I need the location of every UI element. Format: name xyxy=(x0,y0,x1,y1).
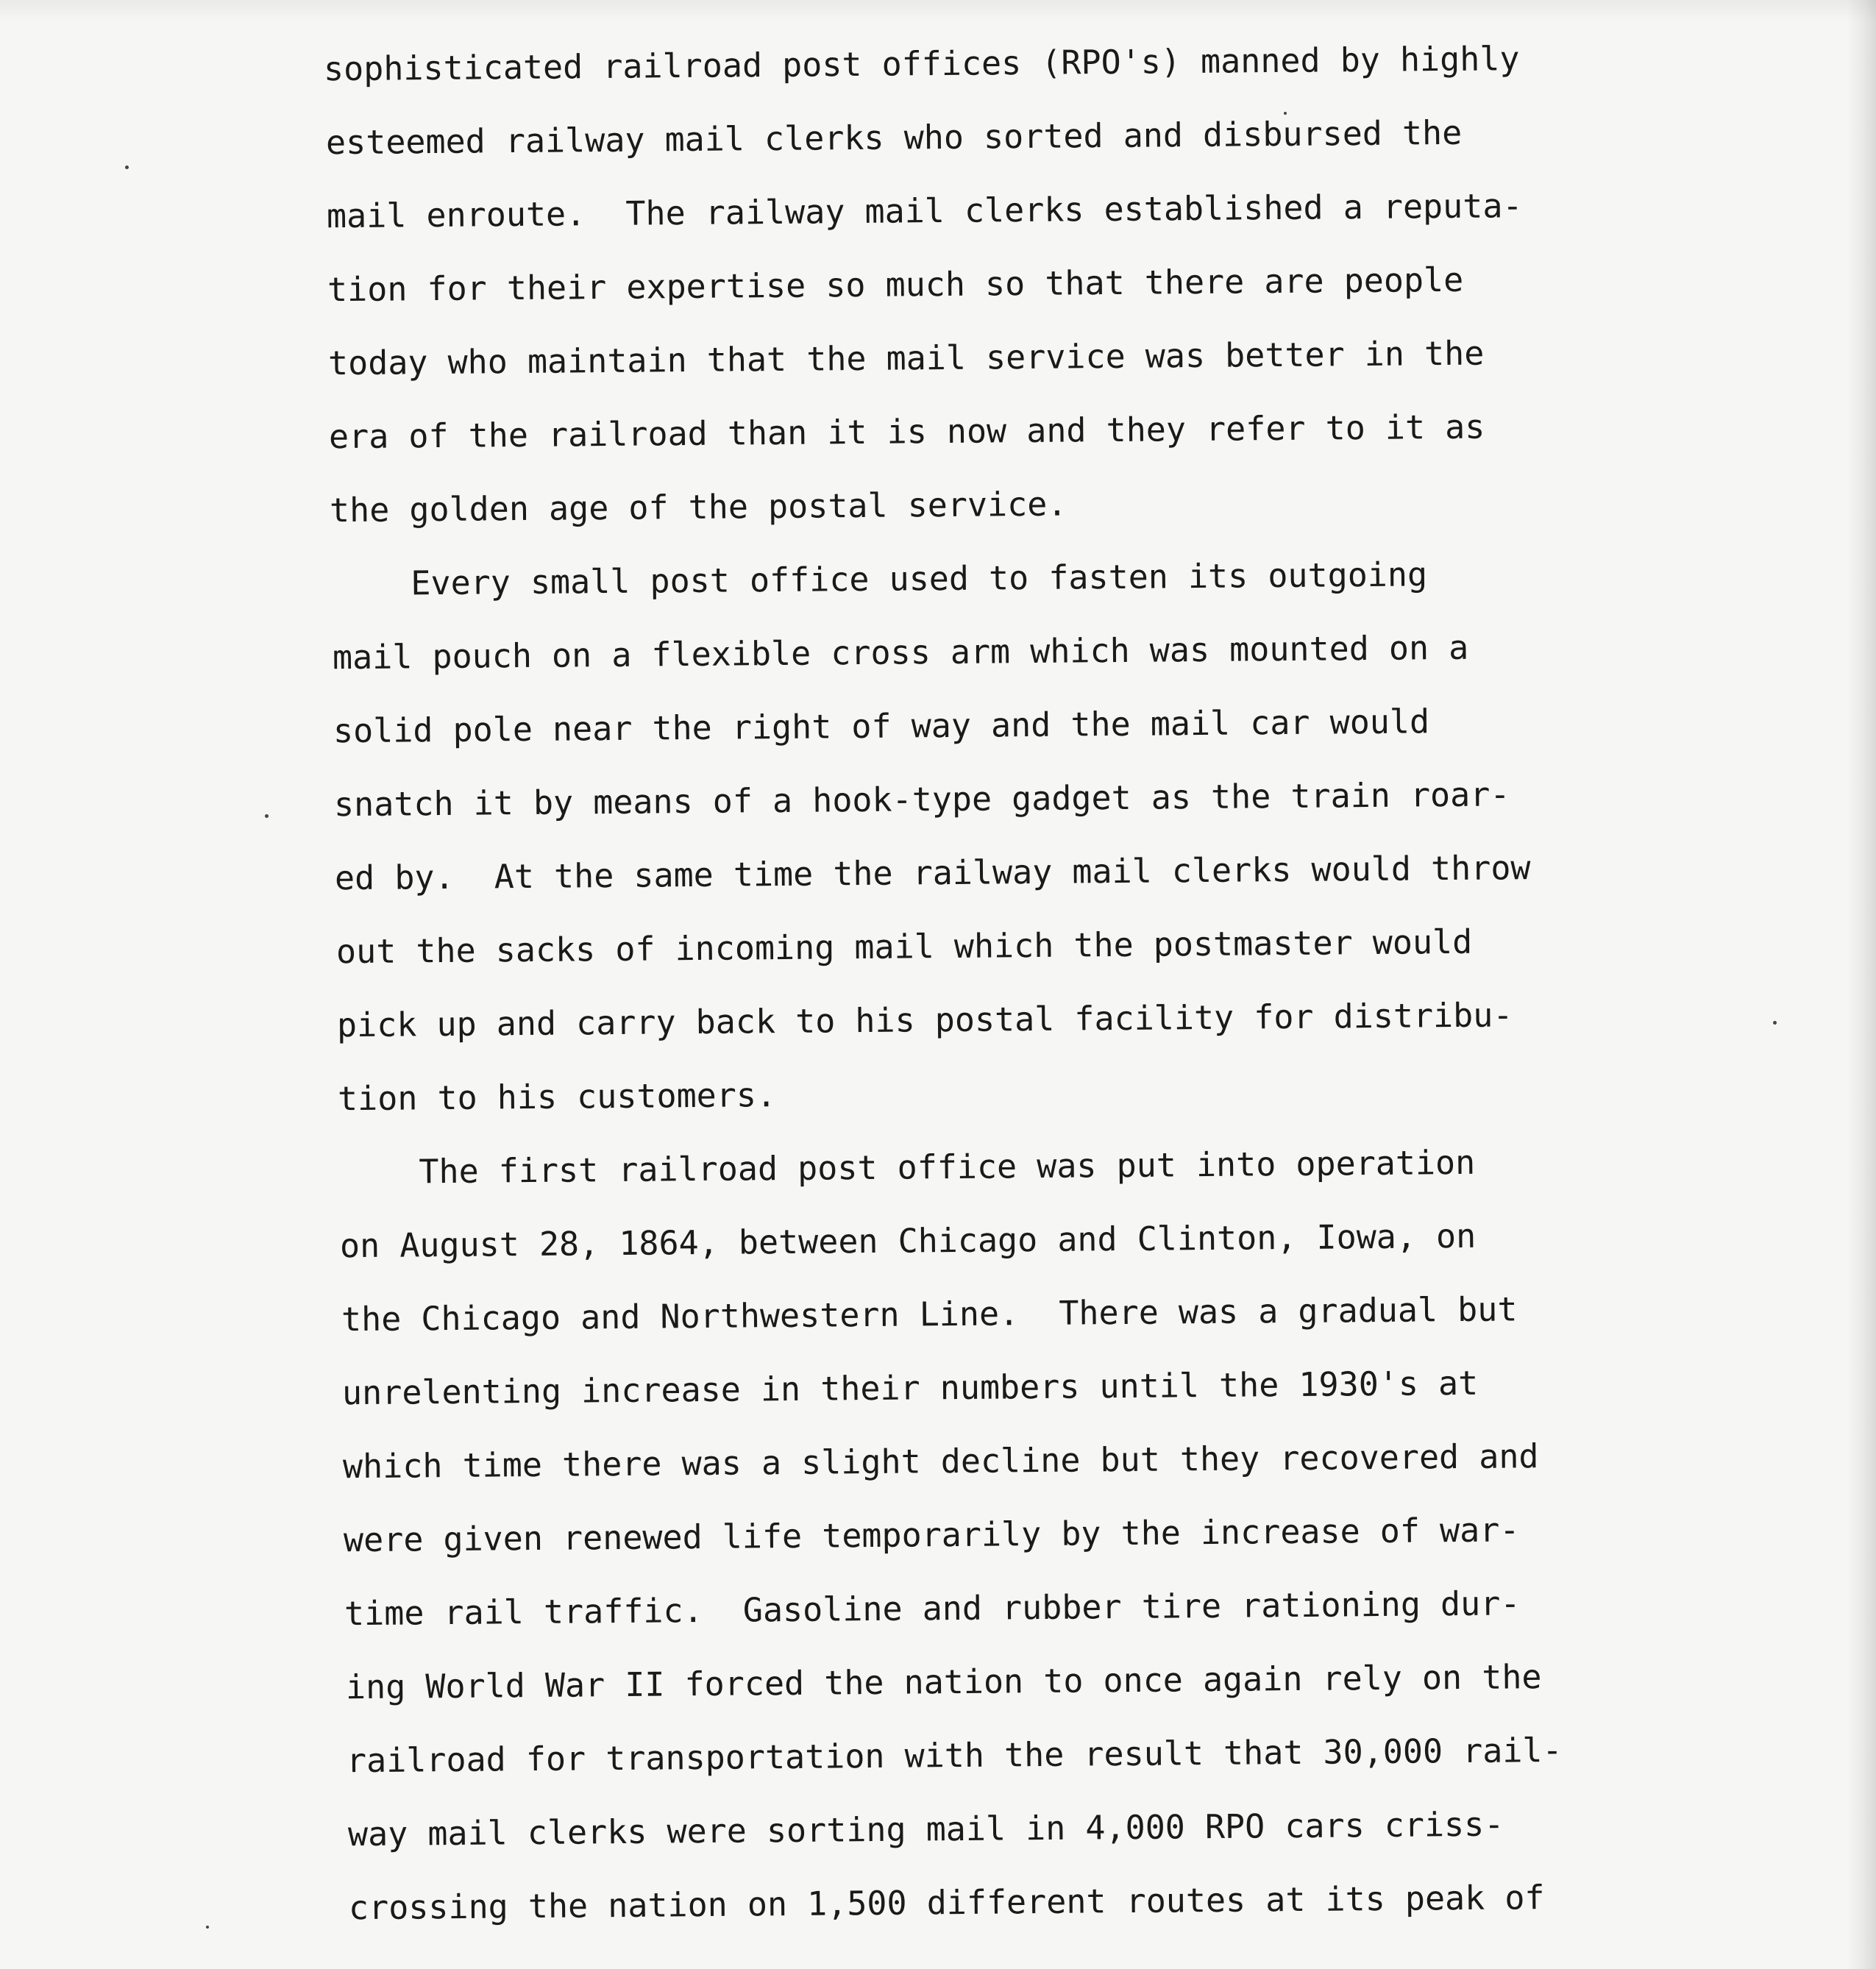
text-line: ing World War II forced the nation to once again rely on the xyxy=(345,1657,1542,1707)
text-line: which time there was a slight decline but they recovered and xyxy=(342,1436,1539,1486)
scan-speck xyxy=(125,165,129,169)
text-line: the golden age of the postal service. xyxy=(329,484,1067,530)
text-line: sophisticated railroad post offices (RPO's) manned by highly xyxy=(323,39,1520,89)
text-line: mail enroute. The railway mail clerks established a reputa- xyxy=(326,186,1523,236)
text-line: tion to his customers. xyxy=(337,1075,777,1119)
scan-edge-shadow xyxy=(1847,0,1876,1969)
text-line: on August 28, 1864, between Chicago and Clinton, Iowa, on xyxy=(339,1216,1477,1266)
text-line: were given renewed life temporarily by the increase of war- xyxy=(343,1510,1520,1560)
text-line: era of the railroad than it is now and they refer to it as xyxy=(328,407,1485,457)
text-line: the Chicago and Northwestern Line. There was a gradual but xyxy=(341,1289,1518,1339)
text-line: unrelenting increase in their numbers until the 1930's at xyxy=(341,1363,1479,1413)
text-line: out the sacks of incoming mail which the postmaster would xyxy=(335,922,1473,972)
text-line: Every small post office used to fasten its outgoing xyxy=(330,555,1428,604)
text-line: crossing the nation on 1,500 different routes at its peak of xyxy=(348,1878,1545,1928)
typed-text-body xyxy=(324,26,1722,1939)
text-line: mail pouch on a flexible cross arm which was mounted on a xyxy=(332,627,1469,677)
scan-speck xyxy=(206,1926,209,1929)
text-line: esteemed railway mail clerks who sorted and disbursed the xyxy=(325,113,1463,163)
text-line: solid pole near the right of way and the mail car would xyxy=(333,702,1430,751)
text-line: time rail traffic. Gasoline and rubber tire rationing dur- xyxy=(344,1584,1521,1634)
text-line: way mail clerks were sorting mail in 4,000 RPO cars criss- xyxy=(347,1804,1504,1854)
text-line: pick up and carry back to his postal facility for distribu- xyxy=(336,995,1513,1045)
text-line: railroad for transportation with the result that 30,000 rail- xyxy=(346,1730,1563,1781)
text-line: today who maintain that the mail service was better in the xyxy=(327,333,1485,383)
text-line: snatch it by means of a hook-type gadget as the train roar- xyxy=(333,775,1510,825)
text-line: ed by. At the same time the railway mail clerks would throw xyxy=(334,848,1531,898)
scan-top-shadow xyxy=(0,0,1876,22)
scan-speck xyxy=(265,814,269,818)
text-line: tion for their expertise so much so that there are people xyxy=(327,260,1464,310)
text-line: The first railroad post office was put into operation xyxy=(338,1142,1476,1192)
scan-speck xyxy=(1773,1021,1777,1025)
